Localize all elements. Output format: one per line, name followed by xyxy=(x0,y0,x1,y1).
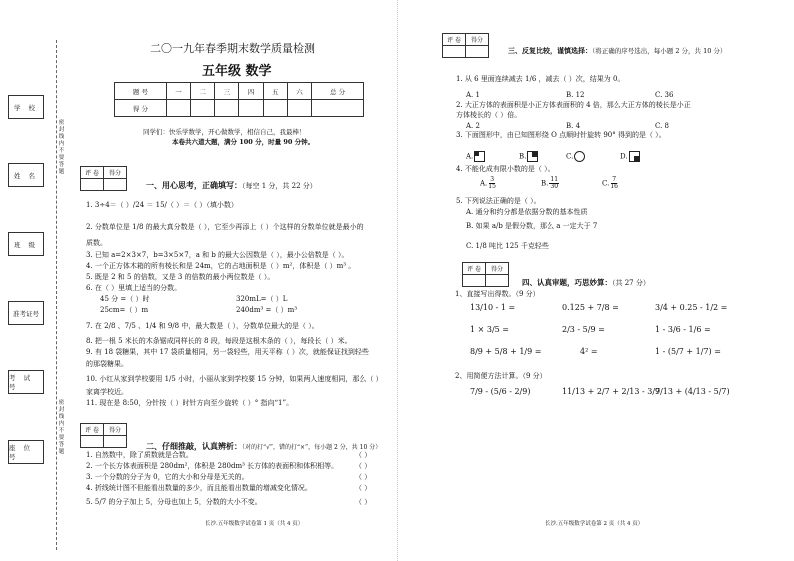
simplify-2: 11/13 + 2/7 + 2/13 - 3/7 xyxy=(562,387,661,396)
fraction xyxy=(549,177,559,190)
school-label: 学 校 xyxy=(13,103,39,112)
s2-q2: 2. 一个长方体表面积是 280dm²，体积是 280dm³ 长方体的表面积和体积相等。 xyxy=(86,462,339,470)
s3-q4-b[interactable] xyxy=(541,177,560,190)
rater-cell[interactable] xyxy=(104,179,127,191)
s3-q5-a[interactable]: A. 通分和约分都是依据分数的基本性质 xyxy=(466,208,588,216)
rater-cell[interactable] xyxy=(443,46,466,58)
rater-label: 评 卷 xyxy=(81,424,104,436)
fraction xyxy=(610,177,618,190)
simplify-1: 7/9 - (5/6 - 2/9) xyxy=(470,387,531,396)
s1-q8: 8. 把一根 5 米长的木条锯成同样长的 8 段，每段是这根木条的（ ），每段长（ ）米。 xyxy=(86,337,352,345)
name-field xyxy=(8,163,44,187)
calc-7: 8/9 + 5/8 + 1/9 = xyxy=(470,347,542,356)
score-cell[interactable] xyxy=(239,100,263,117)
exam-no-field xyxy=(8,301,44,325)
section1-note: （每空 1 分，共 22 分） xyxy=(242,182,317,190)
s2-answer-5[interactable]: （ ） xyxy=(355,498,372,506)
option-label: A. xyxy=(480,179,488,188)
s1-q9: 9. 有 18 袋糖果，其中 17 袋质量相同，另一袋轻些，用天平称（ ）次，就能保证找到轻些 xyxy=(86,348,369,356)
s3-q3: 3. 下面图形中，由已知图形绕 O 点顺时针旋转 90° 得到的是（ ）。 xyxy=(456,131,666,139)
s2-answer-3[interactable]: （ ） xyxy=(355,473,372,481)
rotation-figure-icon xyxy=(574,151,585,162)
s3-q4-a[interactable] xyxy=(480,177,497,190)
exam-rules: 本卷共六道大题，满分 100 分，时量 90 分钟。 xyxy=(172,138,315,146)
section2-title: 二、仔细推敲，认真辨析： xyxy=(146,441,242,451)
section3-heading xyxy=(508,38,778,57)
fraction xyxy=(488,177,496,190)
section3-note: （将正确的序号选出，每小题 2 分，共 10 分） xyxy=(592,47,727,55)
s3-q4-c[interactable] xyxy=(602,177,619,190)
exam-title: 二〇一九年春季期末数学质量检测 xyxy=(150,42,315,55)
score-row-label: 得 分 xyxy=(115,100,167,117)
s3-q5: 5. 下列说法正确的是（ ）。 xyxy=(456,197,541,205)
exam-no-label: 准考证号 xyxy=(13,309,39,318)
s3-q2: 2. 大正方体的表面积是小正方体表面积的 4 倍，那么大正方体的棱长是小正 xyxy=(456,101,691,109)
s2-q3: 3. 一个分数的分子为 0，它的大小和分母是无关的。 xyxy=(86,473,249,481)
section1-title: 一、用心思考，正确填写： xyxy=(146,180,242,190)
rater-box-3 xyxy=(442,33,489,58)
s1-conv-4: 240dm³ =（ ）m³ xyxy=(236,306,298,314)
calc-5: 2/3 - 5/9 = xyxy=(562,325,605,334)
s1-conv-3: 25cm=（ ）m xyxy=(100,306,149,314)
s1-q10-cont: 家离学校近。 xyxy=(86,388,128,396)
score-table xyxy=(114,82,364,117)
score-cell[interactable] xyxy=(312,100,364,117)
rater-cell[interactable] xyxy=(463,275,486,287)
rater-cell[interactable] xyxy=(81,436,104,448)
rater-score-label: 得分 xyxy=(486,263,509,275)
score-th: 六 xyxy=(287,83,311,100)
name-label: 姓 名 xyxy=(13,171,39,180)
s3-q3-c[interactable] xyxy=(566,151,585,162)
score-table-row xyxy=(115,100,364,117)
page-divider xyxy=(397,0,398,561)
calc-9: 1 - (5/7 + 1/7) = xyxy=(655,347,721,356)
denominator: 30 xyxy=(550,183,559,190)
s3-q4: 4. 不能化成有限小数的是（ ）。 xyxy=(456,165,555,173)
rater-cell[interactable] xyxy=(104,436,127,448)
seal-line xyxy=(56,40,57,550)
s3-q2-c[interactable]: C. 8 xyxy=(655,122,670,130)
numerator: 3 xyxy=(490,176,495,183)
score-th: 二 xyxy=(191,83,215,100)
exam-number-field xyxy=(8,370,44,394)
s2-q1: 1. 自然数中，除了质数就是合数。 xyxy=(86,451,193,459)
score-cell[interactable] xyxy=(215,100,239,117)
denominator: 15 xyxy=(488,183,496,190)
rater-score-label: 得分 xyxy=(466,34,489,46)
s1-q2-cont: 质数。 xyxy=(86,239,107,247)
s3-q2-b[interactable]: B. 4 xyxy=(566,122,581,130)
s1-conv-2: 320mL=（ ）L xyxy=(236,295,288,303)
seat-field xyxy=(8,440,44,464)
score-cell[interactable] xyxy=(287,100,311,117)
score-cell[interactable] xyxy=(191,100,215,117)
score-th: 五 xyxy=(263,83,287,100)
rater-label: 评 卷 xyxy=(463,263,486,275)
calc-1: 13/10 - 1 = xyxy=(470,303,516,312)
exam-number-label: 考 试 号 xyxy=(9,374,34,391)
s1-conv-1: 45 分 =（ ）时 xyxy=(100,295,150,303)
exam-subtitle: 五年级 数学 xyxy=(202,64,272,79)
s3-q3-a[interactable] xyxy=(466,151,485,162)
s2-q4: 4. 折线统计图不但能看出数量的多少，而且能看出数量的增减变化情况。 xyxy=(86,484,312,492)
calc-4: 1 × 3/5 = xyxy=(470,325,509,334)
s2-answer-1[interactable]: （ ） xyxy=(355,451,372,459)
calc-6: 1 - 3/6 - 1/6 = xyxy=(655,325,711,334)
rater-box-4 xyxy=(462,262,509,287)
rater-score-label: 得分 xyxy=(104,424,127,436)
score-cell[interactable] xyxy=(263,100,287,117)
calc-8: 4² = xyxy=(580,347,598,356)
s3-q3-b[interactable] xyxy=(519,151,538,162)
section4-title: 四、认真审题，巧思妙算： xyxy=(522,278,612,287)
s3-q5-c[interactable]: C. 1/8 吨比 125 千克轻些 xyxy=(466,242,549,250)
footer-left: 长沙.五年级数学试卷第 1 页（共 4 页） xyxy=(205,521,304,527)
rater-box-2 xyxy=(80,423,127,448)
s3-q3-d[interactable] xyxy=(620,151,640,162)
option-label: B. xyxy=(519,152,527,161)
footer-right: 长沙.五年级数学试卷第 2 页（共 4 页） xyxy=(545,521,644,527)
simplify-3: 9/13 + (4/13 - 5/7) xyxy=(655,387,730,396)
option-label: B. xyxy=(541,179,549,188)
s2-answer-2[interactable]: （ ） xyxy=(355,462,372,470)
score-cell[interactable] xyxy=(166,100,190,117)
s1-q3: 3. 已知 a=2×3×7，b=3×5×7，a 和 b 的最大公因数是（ ），最小公倍数是（ ）。 xyxy=(86,251,349,259)
seat-label: 座 位 号 xyxy=(9,444,34,461)
s3-q1: 1. 从 6 里面连续减去 1/6 ，减去（ ）次，结果为 0。 xyxy=(456,75,625,83)
encouragement-note: 同学们：快乐学数学，开心做数学，相信自己，我最棒！ xyxy=(143,128,306,136)
rater-cell[interactable] xyxy=(81,179,104,191)
s1-q1: 1. 3÷4＝（ ）/24 ＝ 15/（ ）＝（ ）（填小数） xyxy=(86,201,238,209)
rater-label: 评 卷 xyxy=(81,167,104,179)
class-label: 班 级 xyxy=(13,240,39,249)
s1-q10: 10. 小红从家到学校要用 1/5 小时，小丽从家到学校要 15 分钟，如果两人速度相同，那么（ ） xyxy=(86,375,383,383)
score-th: 三 xyxy=(215,83,239,100)
calc-3: 3/4 + 0.25 - 1/2 = xyxy=(655,303,728,312)
s1-q2: 2. 分数单位是 1/8 的最大真分数是（ ），它至少再添上（ ）个这样的分数单位就是最小的 xyxy=(86,223,364,231)
school-field xyxy=(8,95,44,119)
s1-q5: 5. 既是 2 和 5 的倍数，又是 3 的倍数的最小两位数是（ ）。 xyxy=(86,273,275,281)
s3-q1-a[interactable]: A. 1 xyxy=(466,91,480,99)
option-label: C. xyxy=(602,179,610,188)
s3-q2-a[interactable]: A. 2 xyxy=(466,122,480,130)
s3-q1-c[interactable]: C. 36 xyxy=(655,91,674,99)
seal-text-2: 密封线内不要答题 xyxy=(58,400,65,455)
option-label: A. xyxy=(466,152,474,161)
section4-heading xyxy=(522,270,650,289)
rotation-figure-icon xyxy=(629,151,640,162)
score-th: 四 xyxy=(239,83,263,100)
numerator: 7 xyxy=(612,176,617,183)
rater-cell[interactable] xyxy=(466,46,489,58)
s4-part1: 1、直接写出得数。（9 分） xyxy=(455,290,540,298)
seal-text-1: 密封线内不要答题 xyxy=(58,120,65,175)
score-th: 总 分 xyxy=(312,83,364,100)
rater-label: 评 卷 xyxy=(443,34,466,46)
section2-note: （对的打“√”，错的打“×”，每小题 2 分，共 10 分） xyxy=(242,444,382,451)
class-field xyxy=(8,232,44,256)
rater-score-label: 得分 xyxy=(104,167,127,179)
score-th: 题 号 xyxy=(115,83,167,100)
score-table-header xyxy=(115,83,364,100)
numerator: 11 xyxy=(550,176,559,183)
option-label: D. xyxy=(620,152,628,161)
rotation-figure-icon xyxy=(474,151,485,162)
section3-title: 三、反复比较，谨慎选择： xyxy=(508,46,592,55)
calc-2: 0.125 + 7/8 = xyxy=(562,303,619,312)
option-label: C. xyxy=(566,152,574,161)
s1-q7: 7. 在 2/8 、7/5 、1/4 和 9/8 中，最大数是（ ），分数单位最大的是（ ）。 xyxy=(86,322,319,330)
s2-answer-4[interactable]: （ ） xyxy=(355,484,372,492)
s1-q4: 4. 一个正方体木箱的所有棱长和是 24m，它的占地面积是（ ）m²，体积是（ ）m³ 。 xyxy=(86,262,356,270)
rater-cell[interactable] xyxy=(486,275,509,287)
s3-q1-b[interactable]: B. 12 xyxy=(566,91,585,99)
rotation-figure-icon xyxy=(527,151,538,162)
s1-q6: 6. 在（ ）里填上适当的分数。 xyxy=(86,284,182,292)
section1-heading xyxy=(146,173,317,192)
score-th: 一 xyxy=(166,83,190,100)
section4-note: （共 27 分） xyxy=(612,279,650,287)
s1-q11: 11. 现在是 8:50，分针按（ ）时针方向至少旋转（ ）° 指向“1”。 xyxy=(86,399,294,407)
rater-box-1 xyxy=(80,166,127,191)
s4-part2: 2、用简便方法计算。（9 分） xyxy=(455,372,547,380)
s1-q9-cont: 的那袋糖果。 xyxy=(86,360,128,368)
s3-q2-cont: 方体棱长的（ ）倍。 xyxy=(456,111,522,119)
s3-q5-b[interactable]: B. 如果 a/b 是假分数，那么 a 一定大于 7 xyxy=(466,222,598,230)
denominator: 16 xyxy=(610,183,618,190)
s2-q5: 5. 5/7 的分子加上 5，分母也加上 5，分数的大小不变。 xyxy=(86,498,262,506)
